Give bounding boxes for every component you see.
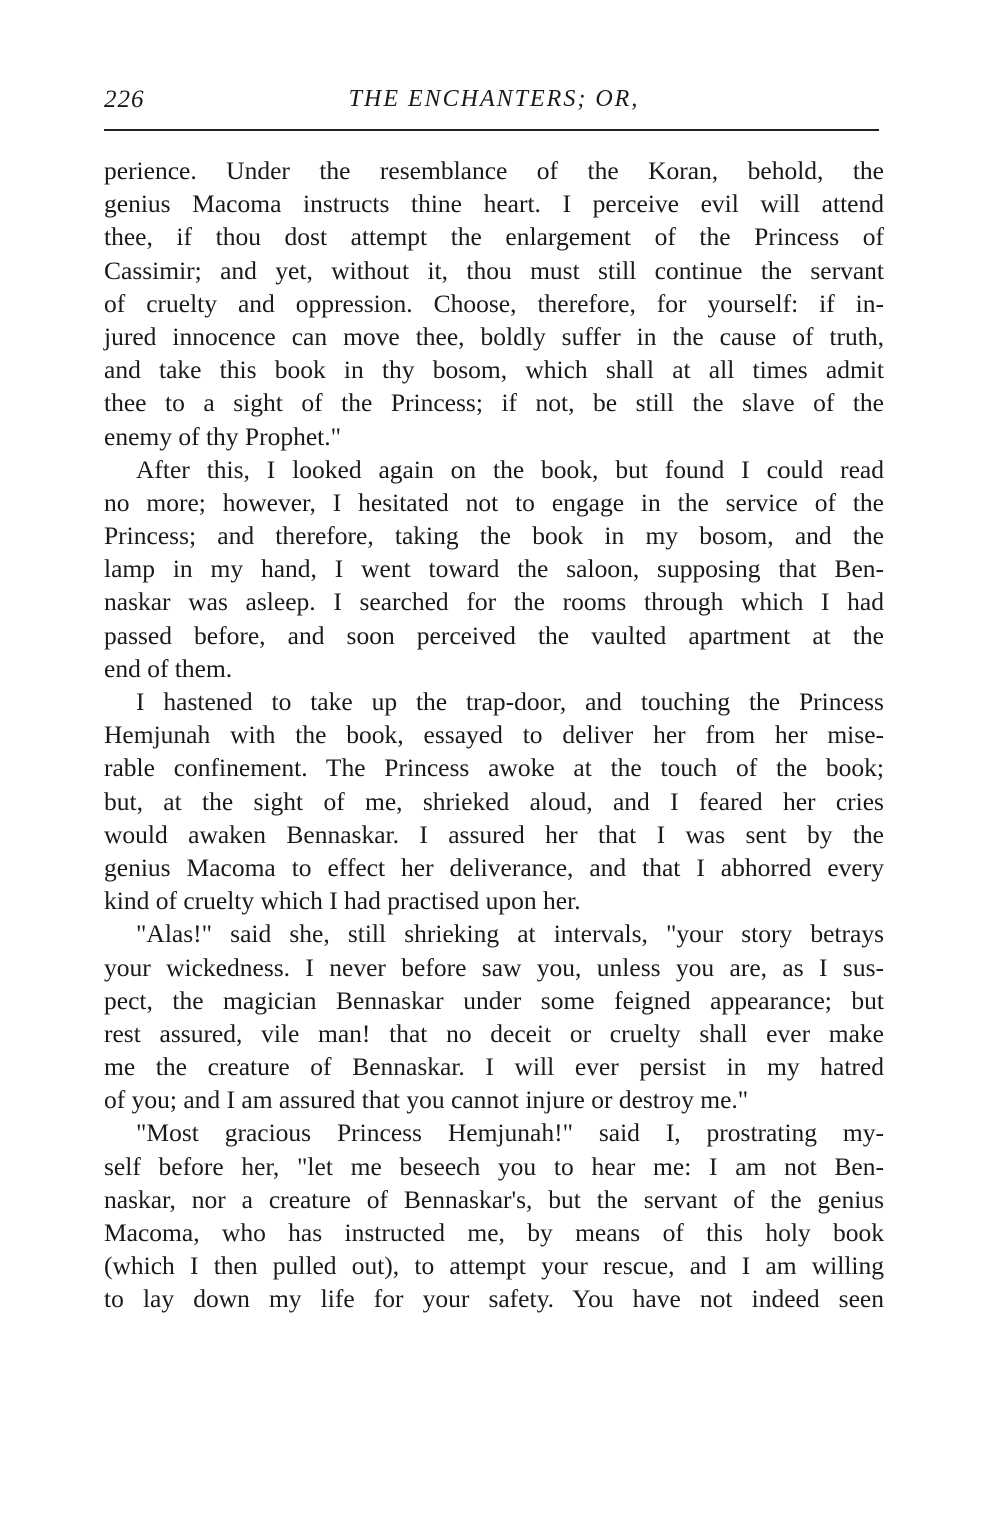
text-line: (which I then pulled out), to attempt your rescue, and I am willing (104, 1251, 884, 1281)
text-line: your wickedness. I never before saw you, unless you are, as I sus- (104, 952, 884, 982)
header-rule (104, 129, 879, 131)
text-line: kind of cruelty which I had practised upon her. (104, 886, 581, 916)
page-header (104, 86, 884, 126)
text-line: rest assured, vile man! that no deceit or cruelty shall ever make (104, 1018, 884, 1048)
text-line: me the creature of Bennaskar. I will ever persist in my hatred (104, 1052, 884, 1082)
text-line: no more; however, I hesitated not to engage in the service of the (104, 487, 884, 517)
text-line: self before her, "let me beseech you to hear me: I am not Ben- (104, 1151, 884, 1181)
text-line: enemy of thy Prophet." (104, 421, 342, 451)
text-line: Hemjunah with the book, essayed to deliver her from her mise- (104, 720, 884, 750)
text-line: rable confinement. The Princess awoke at the touch of the book; (104, 753, 884, 783)
text-line: Princess; and therefore, taking the book in my bosom, and the (104, 521, 884, 551)
text-line: passed before, and soon perceived the vaulted apartment at the (104, 620, 884, 650)
text-line: I hastened to take up the trap-door, and touching the Princess (136, 687, 884, 716)
text-line: genius Macoma instructs thine heart. I perceive evil will attend (104, 189, 884, 219)
text-line: to lay down my life for your safety. You have not indeed seen (104, 1284, 884, 1314)
text-line: Cassimir; and yet, without it, thou must still continue the servant (104, 255, 884, 285)
text-line: jured innocence can move thee, boldly suffer in the cause of truth, (104, 321, 884, 351)
text-line: end of them. (104, 653, 233, 683)
text-line: lamp in my hand, I went toward the saloon, supposing that Ben- (104, 554, 884, 584)
text-line: "Most gracious Princess Hemjunah!" said I, prostrating my- (136, 1118, 884, 1148)
text-line: After this, I looked again on the book, but found I could read (136, 454, 884, 484)
text-line: thee, if thou dost attempt the enlargement of the Princess of (104, 222, 884, 252)
text-line: genius Macoma to effect her deliverance, and that I abhorred every (104, 852, 884, 882)
text-line: Macoma, who has instructed me, by means of this holy book (104, 1218, 884, 1247)
text-line: pect, the magician Bennaskar under some feigned appearance; but (104, 985, 884, 1015)
text-line: perience. Under the resemblance of the Koran, behold, the (104, 156, 884, 185)
running-head: THE ENCHANTERS; OR, (348, 86, 640, 112)
text-line: naskar was asleep. I searched for the rooms through which I had (104, 587, 884, 617)
text-line: would awaken Bennaskar. I assured her that I was sent by the (104, 819, 884, 849)
text-line: thee to a sight of the Princess; if not, be still the slave of the (104, 388, 884, 418)
body-text (104, 154, 884, 1316)
text-line: but, at the sight of me, shrieked aloud, and I feared her cries (104, 786, 884, 816)
text-line: and take this book in thy bosom, which shall at all times admit (104, 355, 884, 385)
text-line: naskar, nor a creature of Bennaskar's, but the servant of the genius (104, 1184, 884, 1214)
text-line: of you; and I am assured that you cannot injure or destroy me." (104, 1085, 749, 1115)
text-line: "Alas!" said she, still shrieking at intervals, "your story betrays (136, 919, 884, 949)
page-number: 226 (104, 86, 145, 113)
text-line: of cruelty and oppression. Choose, therefore, for yourself: if in- (104, 288, 884, 318)
